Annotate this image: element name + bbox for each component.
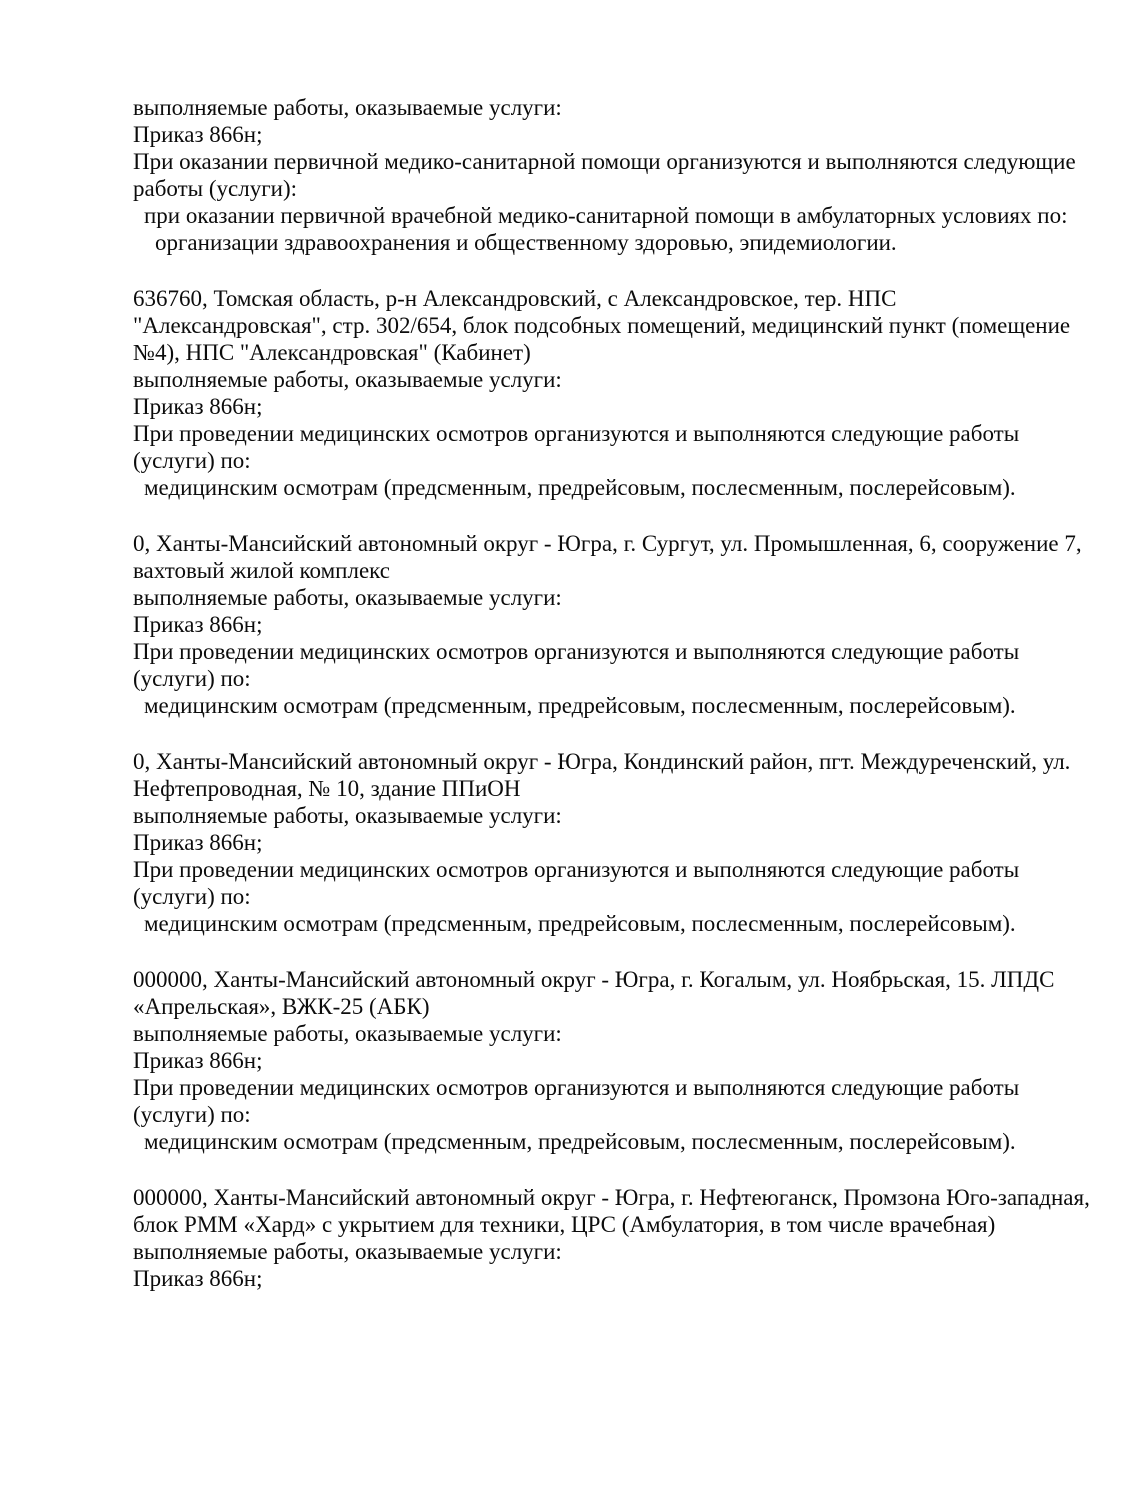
- works-description: При проведении медицинских осмотров организуются и выполняются следующие работы: [133, 421, 1020, 446]
- paragraph-block: [133, 748, 1087, 937]
- works-services-label: выполняемые работы, оказываемые услуги:: [133, 367, 562, 392]
- service-item: медицинским осмотрам (предсменным, предрейсовым, послесменным, послерейсовым).: [144, 1129, 1016, 1154]
- paragraph-block: [133, 966, 1087, 1155]
- address-line: "Александровская", стр. 302/654, блок подсобных помещений, медицинский пункт (помещение: [133, 313, 1071, 338]
- works-description: (услуги) по:: [133, 448, 251, 473]
- order-reference: Приказ 866н;: [133, 1048, 263, 1073]
- works-services-label: выполняемые работы, оказываемые услуги:: [133, 95, 562, 120]
- address-line: Нефтепроводная, № 10, здание ППиОН: [133, 776, 521, 801]
- works-description: (услуги) по:: [133, 666, 251, 691]
- document-body: [133, 94, 1090, 1292]
- order-reference: Приказ 866н;: [133, 612, 263, 637]
- order-reference: Приказ 866н;: [133, 830, 263, 855]
- address-line: 0, Ханты-Мансийский автономный округ - Югра, г. Сургут, ул. Промышленная, 6, сооружение 7,: [133, 531, 1082, 556]
- works-description: (услуги) по:: [133, 1102, 251, 1127]
- works-services-label: выполняемые работы, оказываемые услуги:: [133, 1239, 562, 1264]
- paragraph-block: [133, 530, 1087, 719]
- address-line: 0, Ханты-Мансийский автономный округ - Югра, Кондинский район, пгт. Междуреченский, ул.: [133, 749, 1071, 774]
- works-description: работы (услуги):: [133, 176, 297, 201]
- address-line: вахтовый жилой комплекс: [133, 558, 390, 583]
- service-item: при оказании первичной врачебной медико-санитарной помощи в амбулаторных условиях по:: [144, 203, 1068, 228]
- address-line: 000000, Ханты-Мансийский автономный округ - Югра, г. Нефтеюганск, Промзона Юго-западная,: [133, 1185, 1090, 1210]
- order-reference: Приказ 866н;: [133, 394, 263, 419]
- paragraph-block: [133, 285, 1087, 501]
- service-item: медицинским осмотрам (предсменным, предрейсовым, послесменным, послерейсовым).: [144, 693, 1016, 718]
- works-description: При проведении медицинских осмотров организуются и выполняются следующие работы: [133, 1075, 1020, 1100]
- works-description: (услуги) по:: [133, 884, 251, 909]
- address-line: 000000, Ханты-Мансийский автономный округ - Югра, г. Когалым, ул. Ноябрьская, 15. ЛПДС: [133, 967, 1055, 992]
- address-line: «Апрельская», ВЖК-25 (АБК): [133, 994, 430, 1019]
- works-description: При проведении медицинских осмотров организуются и выполняются следующие работы: [133, 857, 1020, 882]
- paragraph-block: [133, 94, 1087, 256]
- order-reference: Приказ 866н;: [133, 1266, 263, 1291]
- service-item: медицинским осмотрам (предсменным, предрейсовым, послесменным, послерейсовым).: [144, 911, 1016, 936]
- works-services-label: выполняемые работы, оказываемые услуги:: [133, 803, 562, 828]
- paragraph-block: [133, 1184, 1090, 1292]
- address-line: 636760, Томская область, р-н Александровский, с Александровское, тер. НПС: [133, 286, 897, 311]
- address-line: №4), НПС "Александровская" (Кабинет): [133, 340, 531, 365]
- works-description: При проведении медицинских осмотров организуются и выполняются следующие работы: [133, 639, 1020, 664]
- works-services-label: выполняемые работы, оказываемые услуги:: [133, 1021, 562, 1046]
- works-services-label: выполняемые работы, оказываемые услуги:: [133, 585, 562, 610]
- service-item: организации здравоохранения и общественному здоровью, эпидемиологии.: [155, 230, 897, 255]
- service-item: медицинским осмотрам (предсменным, предрейсовым, послесменным, послерейсовым).: [144, 475, 1016, 500]
- order-reference: Приказ 866н;: [133, 122, 263, 147]
- address-line: блок РММ «Хард» с укрытием для техники, ЦРС (Амбулатория, в том числе врачебная): [133, 1212, 996, 1237]
- works-description: При оказании первичной медико-санитарной помощи организуются и выполняются следующие: [133, 149, 1076, 174]
